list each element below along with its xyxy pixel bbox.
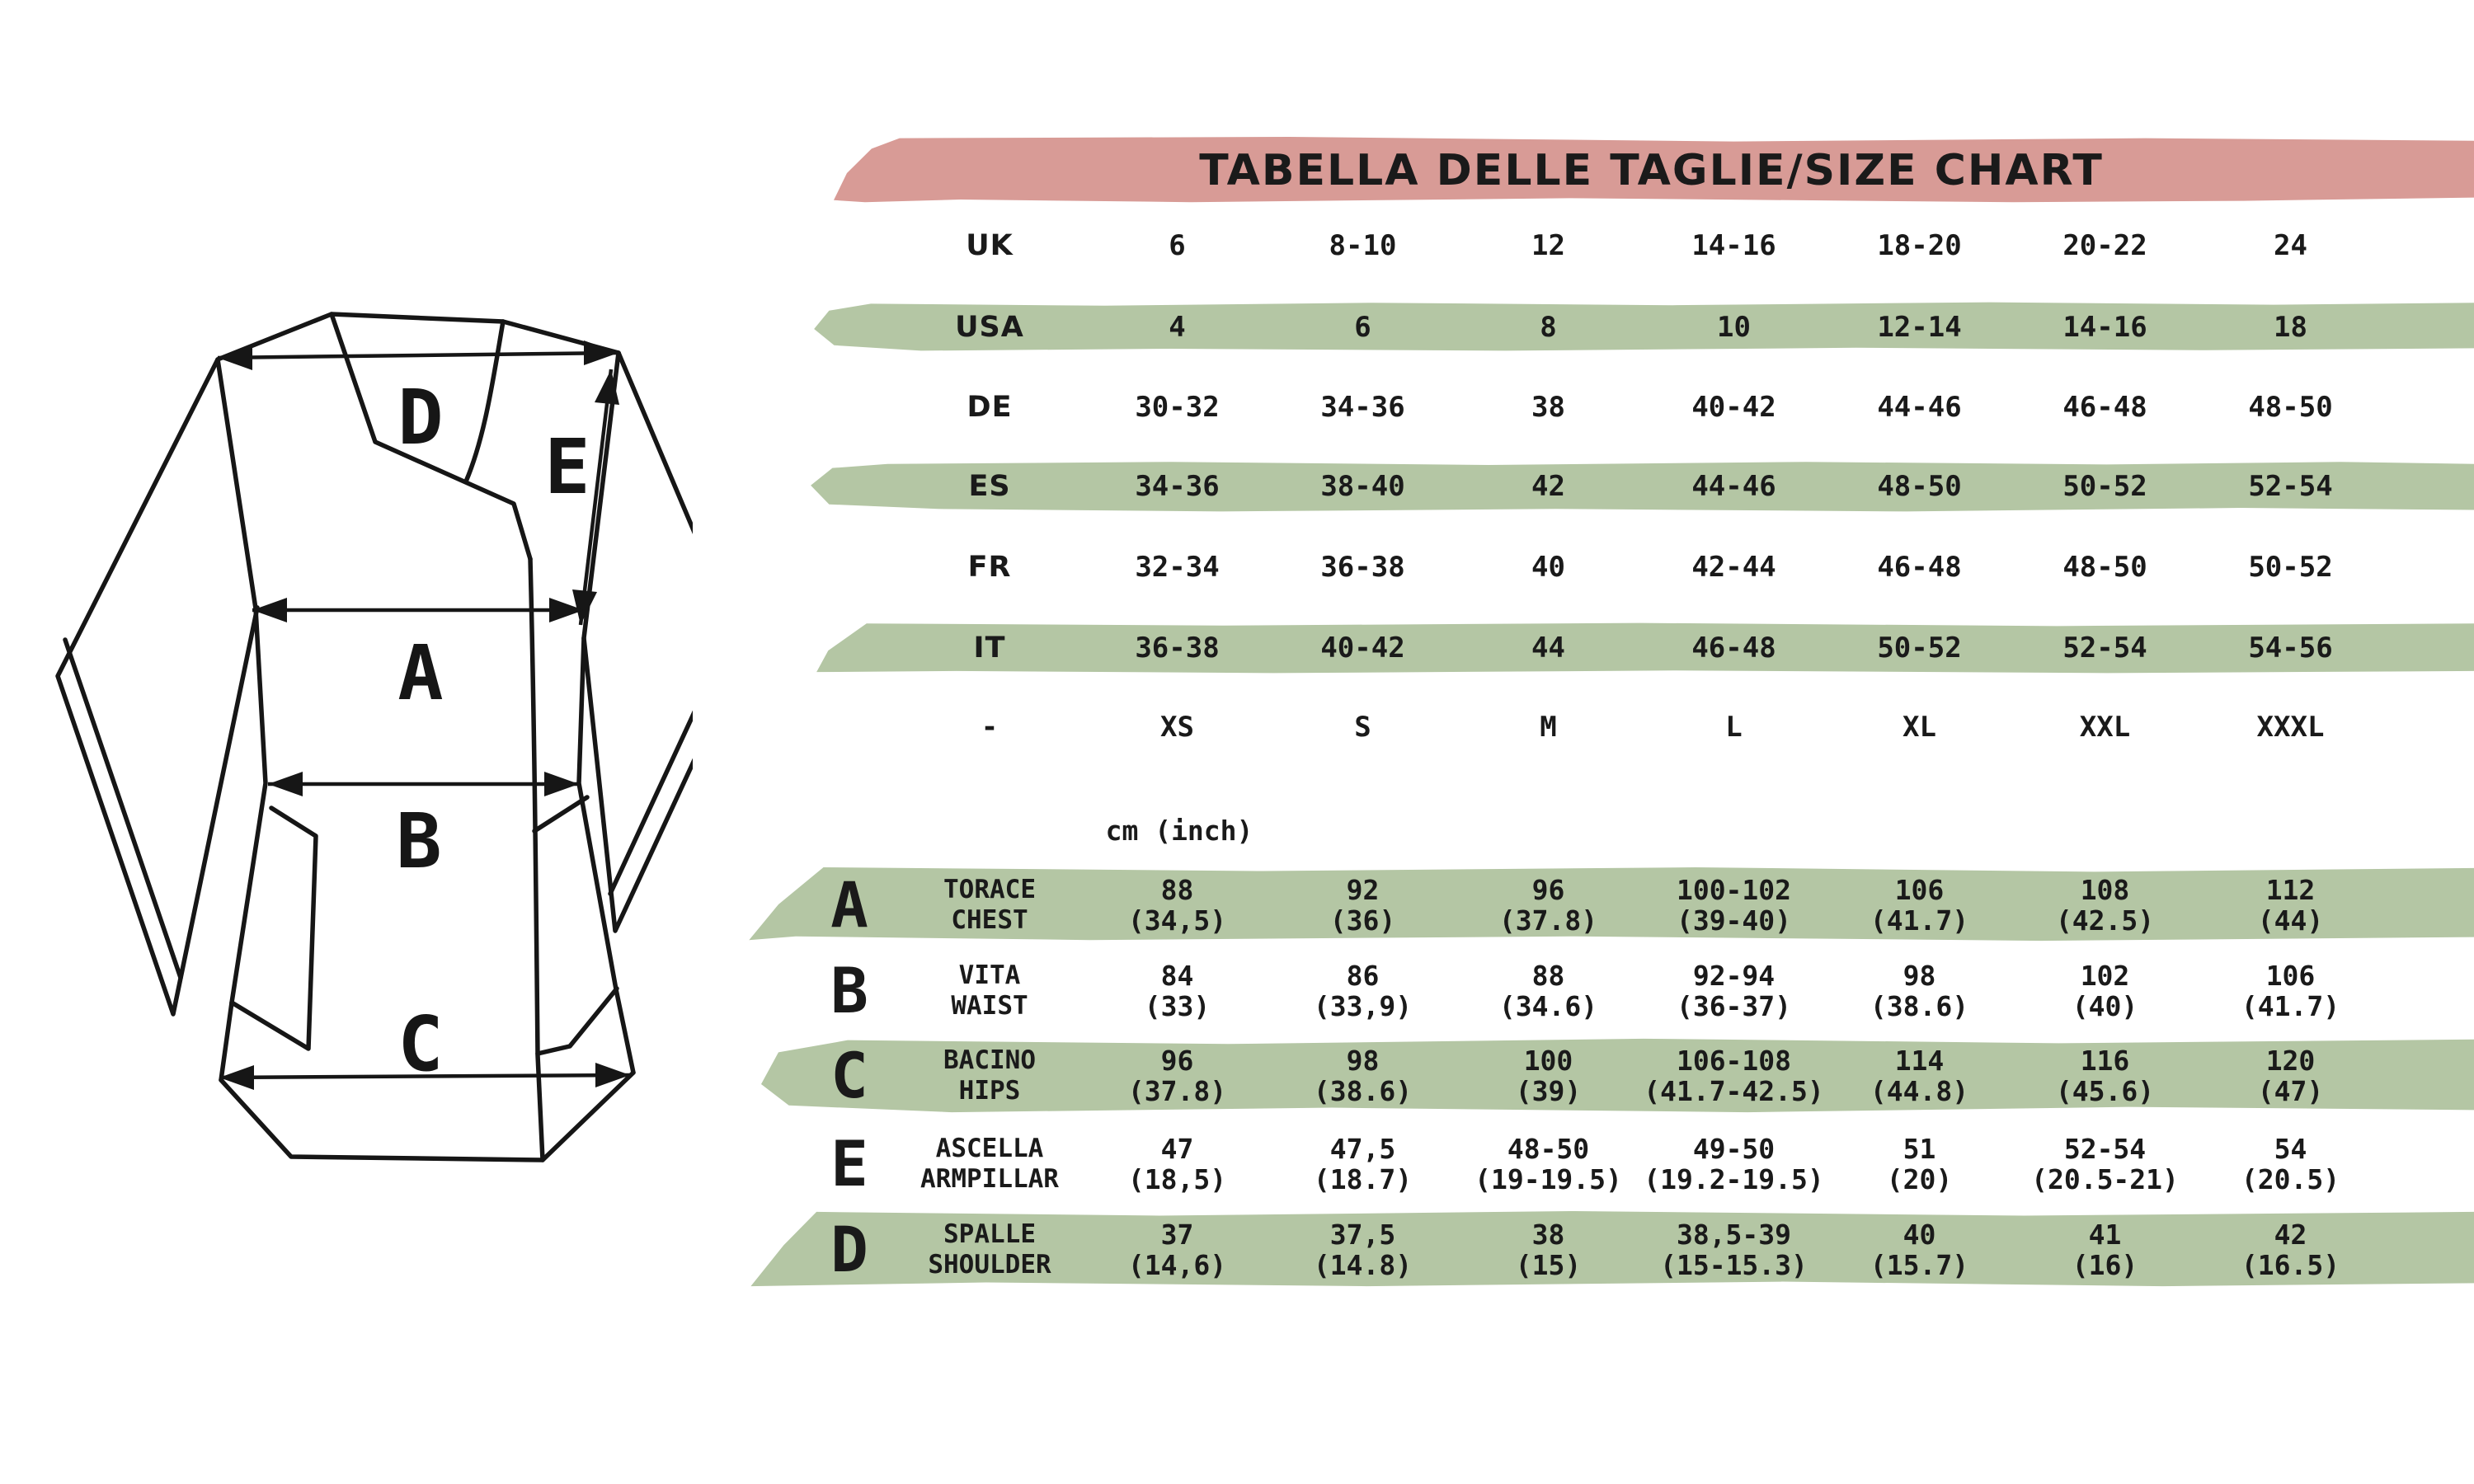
size-cell: 14-16	[2062, 311, 2147, 344]
measure-cell: 48-50 (19-19.5)	[1475, 1133, 1622, 1195]
size-cell: 10	[1717, 311, 1751, 344]
size-cell: 50-52	[1877, 632, 1962, 665]
size-row-label: FR	[967, 551, 1012, 584]
size-cell: 46-48	[2062, 391, 2147, 424]
measure-cell: 84 (33)	[1144, 960, 1211, 1022]
measure-cell: 41 (16)	[2072, 1219, 2138, 1281]
size-cell: 12-14	[1877, 311, 1962, 344]
measure-row-shoulder	[804, 1213, 2474, 1286]
diagram-label-c: C	[397, 1000, 444, 1088]
size-row-label: ES	[968, 470, 1011, 503]
measure-name-en: ARMPILLAR	[920, 1164, 1059, 1194]
measure-row-waist	[804, 954, 2474, 1027]
measure-name-it: VITA	[958, 960, 1021, 990]
size-row-it	[804, 627, 2474, 669]
measure-name-en: HIPS	[958, 1076, 1021, 1106]
measure-cell: 116 (45.6)	[2055, 1045, 2155, 1107]
measure-cell: 88 (34,5)	[1127, 874, 1227, 937]
size-cell: XL	[1903, 711, 1936, 744]
measure-cell: 114 (44.8)	[1870, 1045, 1969, 1107]
measure-name-it: SPALLE	[943, 1219, 1036, 1249]
size-row-label: DE	[967, 391, 1013, 424]
size-cell: S	[1354, 711, 1371, 744]
measure-cell: 92-94 (36-37)	[1676, 960, 1792, 1022]
page-title: TABELLA DELLE TAGLIE/SIZE CHART	[1199, 146, 2104, 195]
measure-name-it: ASCELLA	[935, 1134, 1044, 1163]
measure-cell: 51 (20)	[1886, 1133, 1953, 1195]
size-cell: 32-34	[1135, 551, 1220, 584]
arrow-a-chest	[252, 598, 584, 622]
measure-name-en: CHEST	[951, 905, 1028, 935]
garment-front-overlap-seam	[530, 559, 543, 1160]
size-cell: 50-52	[2248, 551, 2333, 584]
size-cell: 24	[2274, 229, 2307, 262]
diagram-label-b: B	[396, 797, 442, 885]
size-cell: 20-22	[2062, 229, 2147, 262]
garment-right-sleeve	[584, 353, 693, 931]
size-cell: 40-42	[1691, 391, 1776, 424]
measure-cell: 49-50 (19.2-19.5)	[1644, 1133, 1824, 1195]
size-row-label: USA	[955, 311, 1024, 344]
size-cell: M	[1540, 711, 1557, 744]
size-row-label: UK	[966, 229, 1014, 262]
measure-cell: 96 (37.8)	[1498, 874, 1598, 937]
measure-letter: A	[830, 868, 868, 942]
measure-cell: 98 (38.6)	[1870, 960, 1969, 1022]
measure-cell: 112 (44)	[2257, 874, 2324, 937]
size-cell: 44-46	[1691, 470, 1776, 503]
size-row-de	[804, 386, 2474, 429]
size-cell: XXL	[2079, 711, 2131, 744]
measure-row-chest	[804, 868, 2474, 942]
measure-name-it: TORACE	[943, 875, 1036, 904]
size-cell: 14-16	[1691, 229, 1776, 262]
measure-cell: 88 (34.6)	[1498, 960, 1598, 1022]
garment-left-cuff-band	[65, 640, 181, 978]
measure-cell: 108 (42.5)	[2055, 874, 2155, 937]
measure-cell: 100-102 (39-40)	[1676, 874, 1792, 937]
measure-cell: 40 (15.7)	[1870, 1219, 1969, 1281]
size-cell: 40-42	[1320, 632, 1405, 665]
measure-cell: 120 (47)	[2257, 1045, 2324, 1107]
size-cell: 36-38	[1135, 632, 1220, 665]
size-cell: 44-46	[1877, 391, 1962, 424]
size-row-usa	[804, 306, 2474, 349]
measure-cell: 37 (14,6)	[1127, 1219, 1227, 1281]
size-cell: 48-50	[2248, 391, 2333, 424]
measure-cell: 37,5 (14.8)	[1313, 1219, 1413, 1281]
size-row-label: IT	[973, 632, 1006, 665]
size-cell: XXXL	[2256, 711, 2325, 744]
size-cell: XS	[1160, 711, 1194, 744]
size-cell: 4	[1169, 311, 1186, 344]
size-cell: 52-54	[2062, 632, 2147, 665]
size-cell: 38-40	[1320, 470, 1405, 503]
arrow-d-shoulder	[218, 340, 618, 370]
size-cell: 8-10	[1329, 229, 1397, 262]
size-cell: 48-50	[1877, 470, 1962, 503]
measure-name-en: SHOULDER	[928, 1250, 1051, 1280]
size-row-es	[804, 465, 2474, 508]
size-cell: 18-20	[1877, 229, 1962, 262]
measure-cell: 92 (36)	[1329, 874, 1396, 937]
measure-cell: 96 (37.8)	[1127, 1045, 1227, 1107]
size-cell: 46-48	[1691, 632, 1776, 665]
size-row-label: -	[981, 711, 999, 744]
measure-cell: 38,5-39 (15-15.3)	[1660, 1219, 1808, 1281]
measure-cell: 47 (18,5)	[1127, 1133, 1227, 1195]
size-row-uk	[804, 224, 2474, 267]
size-row-fr	[804, 546, 2474, 589]
measure-cell: 86 (33,9)	[1313, 960, 1413, 1022]
garment-left-side	[218, 359, 266, 1080]
measure-letter: D	[830, 1213, 868, 1286]
measure-cell: 52-54 (20.5-21)	[2031, 1133, 2179, 1195]
size-cell: 6	[1169, 229, 1186, 262]
size-cell: 18	[2274, 311, 2307, 344]
size-cell: 38	[1531, 391, 1565, 424]
size-cell: 34-36	[1320, 391, 1405, 424]
size-cell: 6	[1354, 311, 1371, 344]
diagram-label-a: A	[397, 629, 444, 717]
size-cell: 8	[1540, 311, 1557, 344]
measure-cell: 38 (15)	[1515, 1219, 1582, 1281]
measure-name	[895, 875, 1084, 936]
measure-letter: E	[830, 1127, 868, 1200]
size-cell: 42	[1531, 470, 1565, 503]
garment-right-pocket-bottom	[538, 989, 617, 1054]
size-cell: 44	[1531, 632, 1565, 665]
size-cell: 50-52	[2062, 470, 2147, 503]
garment-diagram	[49, 305, 693, 1179]
size-cell: L	[1725, 711, 1743, 744]
measure-cell: 106 (41.7)	[2241, 960, 2340, 1022]
measure-name	[895, 1134, 1084, 1195]
garment-right-pocket-top	[534, 797, 587, 831]
diagram-label-d: D	[397, 373, 444, 462]
size-row-letter-sizes	[804, 706, 2474, 749]
measure-letter: C	[830, 1039, 868, 1112]
size-cell: 46-48	[1877, 551, 1962, 584]
measure-name	[895, 1045, 1084, 1106]
unit-note: cm (inch)	[1105, 815, 1253, 847]
diagram-label-e: E	[544, 423, 590, 511]
size-cell: 34-36	[1135, 470, 1220, 503]
measure-name	[895, 1219, 1084, 1280]
measure-cell: 106 (41.7)	[1870, 874, 1969, 937]
measure-cell: 100 (39)	[1515, 1045, 1582, 1107]
size-cell: 42-44	[1691, 551, 1776, 584]
size-cell: 30-32	[1135, 391, 1220, 424]
garment-right-collar	[466, 322, 503, 481]
size-cell: 54-56	[2248, 632, 2333, 665]
measure-cell: 54 (20.5)	[2241, 1133, 2340, 1195]
size-cell: 40	[1531, 551, 1565, 584]
measure-cell: 102 (40)	[2072, 960, 2138, 1022]
size-cell: 48-50	[2062, 551, 2147, 584]
measure-name	[895, 960, 1084, 1021]
size-cell: 52-54	[2248, 470, 2333, 503]
size-cell: 36-38	[1320, 551, 1405, 584]
measure-cell: 42 (16.5)	[2241, 1219, 2340, 1281]
measure-cell: 98 (38.6)	[1313, 1045, 1413, 1107]
measure-name-it: BACINO	[943, 1045, 1036, 1075]
measure-row-hips	[804, 1039, 2474, 1112]
measure-cell: 106-108 (41.7-42.5)	[1644, 1045, 1824, 1107]
measure-name-en: WAIST	[951, 991, 1028, 1021]
measure-cell: 47,5 (18.7)	[1313, 1133, 1413, 1195]
size-cell: 12	[1531, 229, 1565, 262]
measure-row-armpillar	[804, 1127, 2474, 1200]
measure-letter: B	[830, 954, 868, 1027]
